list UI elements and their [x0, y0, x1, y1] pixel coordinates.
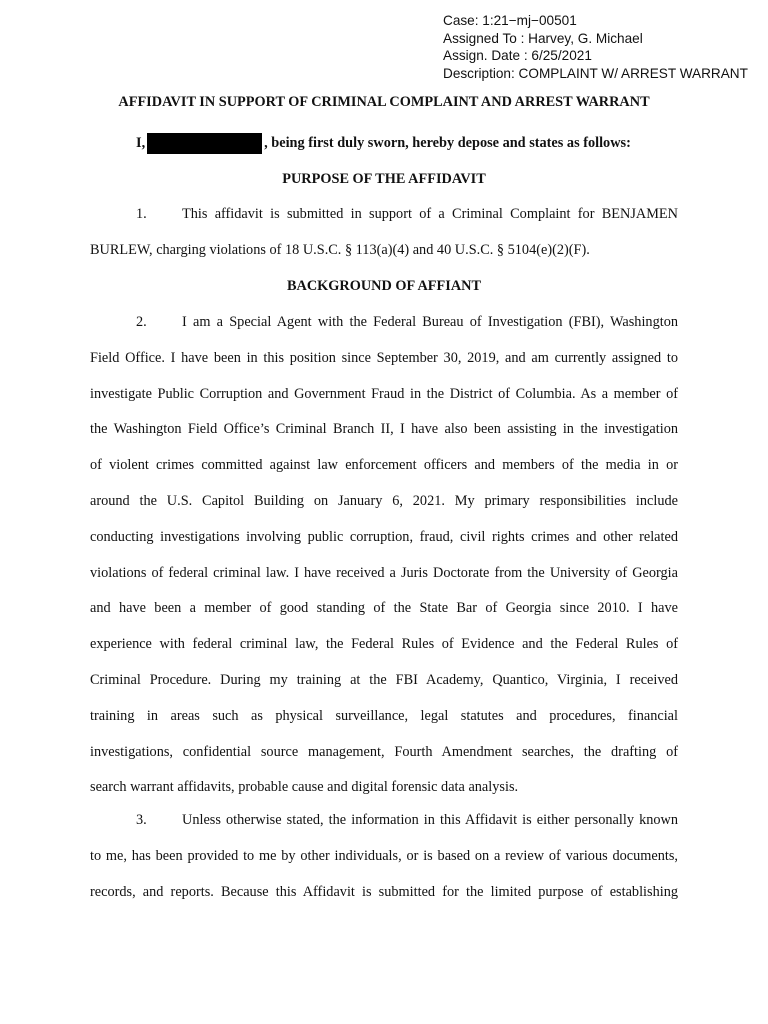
paragraph-1	[90, 197, 678, 269]
sworn-prefix: I,	[136, 135, 146, 151]
paragraph-number: 1.	[136, 206, 147, 222]
paragraph-line: records, and reports. Because this Affidavit is submitted for the limited purpose of establishing	[90, 883, 678, 900]
paragraph-line: conducting investigations involving public corruption, fraud, civil rights crimes and other related	[90, 528, 678, 545]
sworn-statement	[136, 133, 631, 154]
paragraph-line: 3. Unless otherwise stated, the information in this Affidavit is either personally known	[90, 803, 678, 839]
section-heading-purpose: PURPOSE OF THE AFFIDAVIT	[282, 171, 486, 187]
section-heading-background: BACKGROUND OF AFFIANT	[286, 278, 482, 294]
paragraph-line: around the U.S. Capitol Building on January 6, 2021. My primary responsibilities include	[90, 492, 678, 509]
paragraph-line: 2. I am a Special Agent with the Federal Bureau of Investigation (FBI), Washington	[90, 305, 678, 341]
case-description: Description: COMPLAINT W/ ARREST WARRANT	[443, 65, 748, 81]
paragraph-line: Field Office. I have been in this position since September 30, 2019, and am currently assigned to	[90, 349, 678, 366]
paragraph-number: 3.	[136, 812, 147, 828]
paragraph-line: training in areas such as physical surveillance, legal statutes and procedures, financial	[90, 707, 678, 724]
assigned-to: Assigned To : Harvey, G. Michael	[443, 30, 643, 46]
sworn-suffix: , being first duly sworn, hereby depose and states as follows:	[264, 135, 631, 151]
paragraph-3	[90, 803, 678, 910]
paragraph-number: 2.	[136, 314, 147, 330]
paragraph-line: the Washington Field Office’s Criminal Branch II, I have also been assisting in the investigation	[90, 421, 678, 438]
paragraph-line: violations of federal criminal law. I have received a Juris Doctorate from the University of Georgia	[90, 564, 678, 581]
paragraph-line: investigations, confidential source management, Fourth Amendment searches, the drafting of	[90, 743, 678, 760]
paragraph-line: and have been a member of good standing of the State Bar of Georgia since 2010. I have	[90, 600, 678, 617]
redacted-name	[147, 133, 262, 154]
assign-date: Assign. Date : 6/25/2021	[443, 48, 592, 63]
document-title: AFFIDAVIT IN SUPPORT OF CRIMINAL COMPLAINT AND ARREST WARRANT	[118, 94, 650, 110]
paragraph-line: of violent crimes committed against law enforcement officers and members of the media in or	[90, 457, 678, 474]
paragraph-line: search warrant affidavits, probable cause and digital forensic data analysis.	[90, 779, 519, 796]
case-number: Case: 1:21−mj−00501	[443, 13, 577, 28]
paragraph-line: Criminal Procedure. During my training at the FBI Academy, Quantico, Virginia, I received	[90, 671, 678, 688]
paragraph-line: 1. This affidavit is submitted in support of a Criminal Complaint for BENJAMEN	[90, 197, 678, 233]
paragraph-line: investigate Public Corruption and Government Fraud in the District of Columbia. As a member of	[90, 385, 678, 402]
paragraph-line: experience with federal criminal law, the Federal Rules of Evidence and the Federal Rules of	[90, 636, 678, 653]
case-stamp	[443, 12, 748, 82]
paragraph-line: BURLEW, charging violations of 18 U.S.C. § 113(a)(4) and 40 U.S.C. § 5104(e)(2)(F).	[90, 241, 590, 258]
paragraph-line: to me, has been provided to me by other individuals, or is based on a review of various documents,	[90, 847, 678, 864]
paragraph-2	[90, 305, 678, 806]
